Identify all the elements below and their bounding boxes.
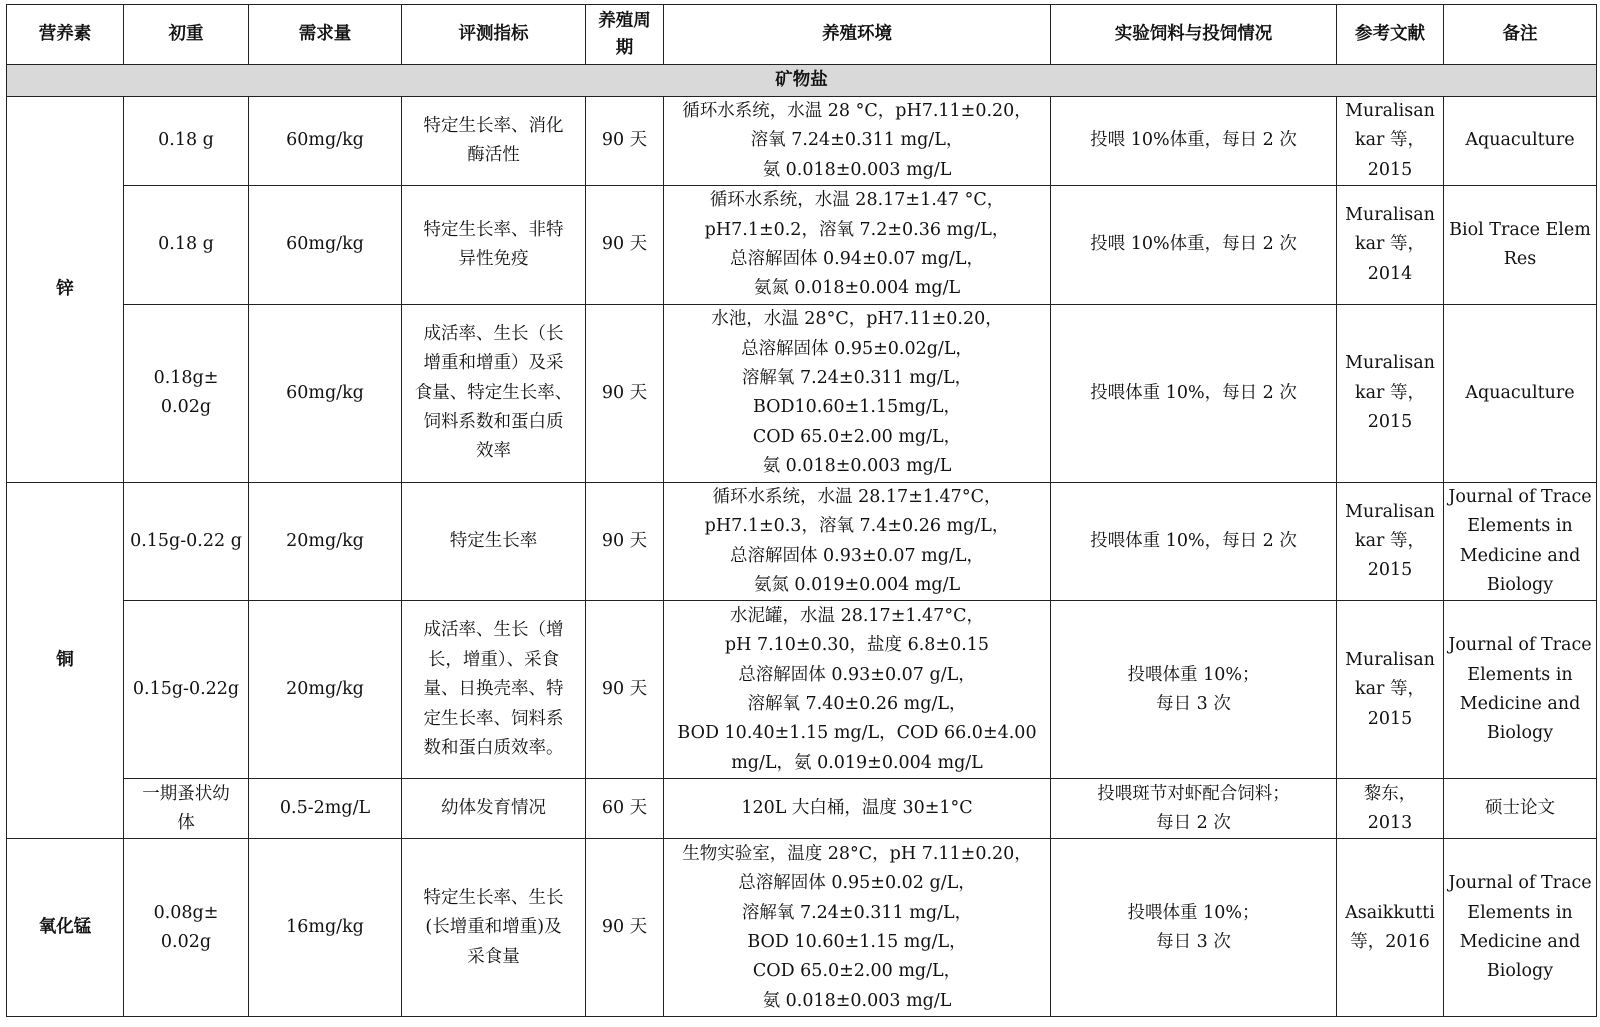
environment-line: 溶氧 7.24±0.311 mg/L， [750, 130, 964, 151]
environment-line: 循环水系统，水温 28 °C，pH7.11±0.20， [682, 101, 1032, 121]
environment-line: COD 65.0±2.00 mg/L， [752, 426, 962, 447]
feeding-cell [1051, 779, 1337, 839]
feeding-line: 每日 3 次 [1156, 931, 1231, 952]
indicator-cell [402, 482, 586, 601]
indicator-cell [402, 601, 586, 779]
table-row [7, 482, 1597, 601]
note-cell [1444, 97, 1597, 186]
feeding-line: 投喂 10%体重，每日 2 次 [1090, 130, 1297, 151]
table-row [7, 304, 1597, 482]
reference-line: kar 等， [1355, 679, 1425, 700]
table-row [7, 601, 1597, 779]
environment-line: mg/L，氨 0.019±0.004 mg/L [731, 752, 983, 773]
note-line: Journal of Trace [1448, 486, 1592, 507]
reference-line: kar 等， [1355, 234, 1425, 255]
requirement-cell: 0.5-2mg/L [249, 779, 402, 839]
nutrient-cell: 铜 [7, 482, 124, 839]
environment-line: 总溶解固体 0.95±0.02 g/L， [738, 873, 976, 894]
period-cell: 90 天 [586, 482, 664, 601]
weight-cell [124, 779, 249, 839]
reference-line: 2015 [1367, 412, 1413, 433]
environment-line: 水池，水温 28°C，pH7.11±0.20， [711, 309, 1003, 330]
indicator-cell [402, 186, 586, 305]
note-line: 硕士论文 [1485, 798, 1555, 819]
indicator-cell [402, 97, 586, 186]
environment-line: 氨 0.018±0.003 mg/L [762, 990, 952, 1011]
note-line: Aquaculture [1465, 130, 1575, 151]
reference-line: 等，2016 [1350, 931, 1430, 952]
indicator-line: 成活率、生长（增 [423, 620, 564, 641]
environment-line: pH 7.10±0.30，盐度 6.8±0.15 [724, 635, 990, 656]
indicator-line: 成活率、生长（长 [423, 323, 564, 344]
feeding-cell [1051, 839, 1337, 1017]
environment-line: pH7.1±0.2，溶氧 7.2±0.36 mg/L， [704, 219, 1010, 240]
period-cell: 90 天 [586, 97, 664, 186]
reference-line: Muralisan [1345, 649, 1435, 670]
reference-line: kar 等， [1355, 530, 1425, 551]
section-title: 矿物盐 [7, 65, 1597, 97]
weight-line: 体 [177, 812, 195, 833]
header-period: 养殖周期 [586, 5, 664, 65]
reference-cell [1337, 482, 1444, 601]
environment-line: 水泥罐，水温 28.17±1.47°C， [730, 605, 984, 626]
weight-line: 0.02g [160, 931, 212, 952]
environment-line: 总溶解固体 0.93±0.07 mg/L， [729, 545, 985, 566]
requirement-cell: 20mg/kg [249, 601, 402, 779]
note-line: Journal of Trace [1448, 873, 1592, 894]
indicator-line: 长，增重）、采食 [427, 649, 560, 670]
environment-cell [664, 779, 1051, 839]
weight-line: 0.18g± [153, 367, 219, 388]
indicator-cell [402, 304, 586, 482]
period-cell: 60 天 [586, 779, 664, 839]
weight-cell [124, 482, 249, 601]
reference-cell [1337, 601, 1444, 779]
environment-line: 总溶解固体 0.94±0.07 mg/L， [729, 249, 985, 270]
reference-line: Muralisan [1345, 204, 1435, 225]
environment-line: 溶解氧 7.24±0.311 mg/L， [741, 367, 973, 388]
table-body [7, 65, 1597, 1017]
requirement-cell: 60mg/kg [249, 97, 402, 186]
header-nutrient: 营养素 [7, 5, 124, 65]
reference-line: kar 等， [1355, 130, 1425, 151]
environment-cell [664, 839, 1051, 1017]
indicator-line: 定生长率、饲料系 [423, 708, 564, 729]
reference-cell [1337, 97, 1444, 186]
environment-line: BOD 10.60±1.15 mg/L， [747, 931, 967, 952]
nutrient-cell: 氧化锰 [7, 839, 124, 1017]
indicator-line: 特定生长率、消化 [423, 115, 564, 136]
note-cell [1444, 601, 1597, 779]
environment-line: pH7.1±0.3，溶氧 7.4±0.26 mg/L， [704, 516, 1010, 537]
environment-line: 氨 0.018±0.003 mg/L [762, 159, 952, 180]
reference-cell [1337, 304, 1444, 482]
environment-cell [664, 601, 1051, 779]
indicator-line: 数和蛋白质效率。 [423, 738, 564, 759]
feeding-cell [1051, 601, 1337, 779]
note-line: Medicine and [1459, 693, 1581, 714]
period-cell: 90 天 [586, 601, 664, 779]
header-requirement: 需求量 [249, 5, 402, 65]
indicator-line: 增重和增重）及采 [423, 353, 564, 374]
note-cell [1444, 304, 1597, 482]
note-line: Res [1503, 249, 1537, 270]
reference-line: Asaikkutti [1345, 902, 1435, 923]
header-reference: 参考文献 [1337, 5, 1444, 65]
note-line: Biology [1486, 723, 1554, 744]
table-row [7, 839, 1597, 1017]
reference-line: 2015 [1367, 159, 1413, 180]
weight-line: 0.08g± [153, 902, 219, 923]
weight-line: 0.18 g [158, 234, 214, 255]
reference-cell [1337, 839, 1444, 1017]
header-row [7, 5, 1597, 65]
requirement-cell: 60mg/kg [249, 304, 402, 482]
weight-cell [124, 601, 249, 779]
weight-cell [124, 186, 249, 305]
environment-line: 氨 0.018±0.003 mg/L [762, 456, 952, 477]
note-line: Medicine and [1459, 931, 1581, 952]
note-cell [1444, 779, 1597, 839]
requirement-cell: 60mg/kg [249, 186, 402, 305]
weight-line: 0.15g-0.22 g [130, 530, 242, 551]
header-indicator: 评测指标 [402, 5, 586, 65]
feeding-line: 投喂体重 10%，每日 2 次 [1090, 382, 1297, 403]
feeding-line: 投喂体重 10%； [1127, 902, 1260, 923]
feeding-cell [1051, 482, 1337, 601]
environment-cell [664, 186, 1051, 305]
environment-cell [664, 482, 1051, 601]
period-cell: 90 天 [586, 839, 664, 1017]
section-row [7, 65, 1597, 97]
note-line: Elements in [1467, 516, 1573, 537]
weight-line: 0.15g-0.22g [132, 679, 240, 700]
reference-line: 2015 [1367, 708, 1413, 729]
indicator-line: 异性免疫 [458, 249, 529, 270]
indicator-line: 采食量 [467, 946, 520, 967]
reference-cell [1337, 186, 1444, 305]
note-line: Biol Trace Elem [1449, 219, 1591, 240]
reference-line: 2015 [1367, 560, 1413, 581]
table-row [7, 779, 1597, 839]
feeding-line: 每日 2 次 [1156, 812, 1231, 833]
reference-line: kar 等， [1355, 382, 1425, 403]
feeding-line: 投喂 10%体重，每日 2 次 [1090, 234, 1297, 255]
environment-line: 生物实验室，温度 28°C，pH 7.11±0.20， [682, 843, 1032, 864]
requirement-cell: 16mg/kg [249, 839, 402, 1017]
indicator-line: 酶活性 [467, 145, 520, 166]
feeding-line: 投喂体重 10%，每日 2 次 [1090, 530, 1297, 551]
header-initial-weight: 初重 [124, 5, 249, 65]
period-cell: 90 天 [586, 304, 664, 482]
indicator-line: 量、日换壳率、特 [423, 679, 564, 700]
environment-line: 120L 大白桶，温度 30±1°C [741, 798, 973, 819]
note-line: Journal of Trace [1448, 635, 1592, 656]
environment-line: BOD 10.40±1.15 mg/L，COD 66.0±4.00 [677, 723, 1037, 744]
table-row [7, 97, 1597, 186]
indicator-line: 幼体发育情况 [441, 798, 546, 819]
environment-line: 溶解氧 7.24±0.311 mg/L， [741, 902, 973, 923]
note-cell [1444, 482, 1597, 601]
reference-line: 2014 [1367, 263, 1413, 284]
feeding-line: 投喂体重 10%； [1127, 664, 1260, 685]
reference-line: 黎东， [1363, 783, 1417, 804]
note-line: Elements in [1467, 664, 1573, 685]
note-cell [1444, 186, 1597, 305]
note-line: Biology [1486, 575, 1554, 596]
reference-line: Muralisan [1345, 353, 1435, 374]
indicator-cell [402, 839, 586, 1017]
feeding-line: 投喂斑节对虾配合饲料； [1097, 783, 1290, 804]
reference-line: Muralisan [1345, 101, 1435, 121]
indicator-line: 效率 [476, 441, 511, 462]
environment-cell [664, 304, 1051, 482]
weight-line: 0.18 g [158, 130, 214, 151]
environment-line: 循环水系统，水温 28.17±1.47 °C， [709, 190, 1005, 211]
note-line: Aquaculture [1465, 382, 1575, 403]
weight-cell [124, 97, 249, 186]
requirement-cell: 20mg/kg [249, 482, 402, 601]
environment-line: 总溶解固体 0.93±0.07 g/L， [738, 664, 976, 685]
nutrient-requirement-table [6, 4, 1597, 1017]
header-note: 备注 [1444, 5, 1597, 65]
note-cell [1444, 839, 1597, 1017]
environment-line: 氨氮 0.019±0.004 mg/L [753, 575, 961, 596]
feeding-cell [1051, 97, 1337, 186]
reference-cell [1337, 779, 1444, 839]
environment-line: 总溶解固体 0.95±0.02g/L， [741, 338, 973, 359]
indicator-line: (长增重和增重)及 [425, 917, 562, 938]
reference-line: Muralisan [1345, 501, 1435, 522]
table-row [7, 186, 1597, 305]
indicator-cell [402, 779, 586, 839]
nutrient-cell: 锌 [7, 97, 124, 483]
reference-line: 2013 [1367, 812, 1413, 833]
header-feeding: 实验饲料与投饲情况 [1051, 5, 1337, 65]
header-environment: 养殖环境 [664, 5, 1051, 65]
weight-cell [124, 304, 249, 482]
indicator-line: 特定生长率 [449, 530, 538, 551]
indicator-line: 特定生长率、非特 [423, 219, 564, 240]
weight-cell [124, 839, 249, 1017]
note-line: Medicine and [1459, 545, 1581, 566]
weight-line: 一期蚤状幼 [142, 783, 230, 804]
indicator-line: 特定生长率、生长 [423, 887, 564, 908]
environment-line: 溶解氧 7.40±0.26 mg/L， [747, 693, 967, 714]
environment-cell [664, 97, 1051, 186]
note-line: Elements in [1467, 902, 1573, 923]
period-cell: 90 天 [586, 186, 664, 305]
weight-line: 0.02g [160, 397, 212, 418]
environment-line: 氨氮 0.018±0.004 mg/L [753, 278, 961, 299]
feeding-line: 每日 3 次 [1156, 693, 1231, 714]
note-line: Biology [1486, 961, 1554, 982]
feeding-cell [1051, 304, 1337, 482]
feeding-cell [1051, 186, 1337, 305]
environment-line: 循环水系统，水温 28.17±1.47°C， [712, 486, 1002, 507]
indicator-line: 食量、特定生长率、 [414, 382, 573, 403]
environment-line: BOD10.60±1.15mg/L， [752, 397, 962, 418]
environment-line: COD 65.0±2.00 mg/L， [752, 961, 962, 982]
indicator-line: 饲料系数和蛋白质 [423, 412, 564, 433]
